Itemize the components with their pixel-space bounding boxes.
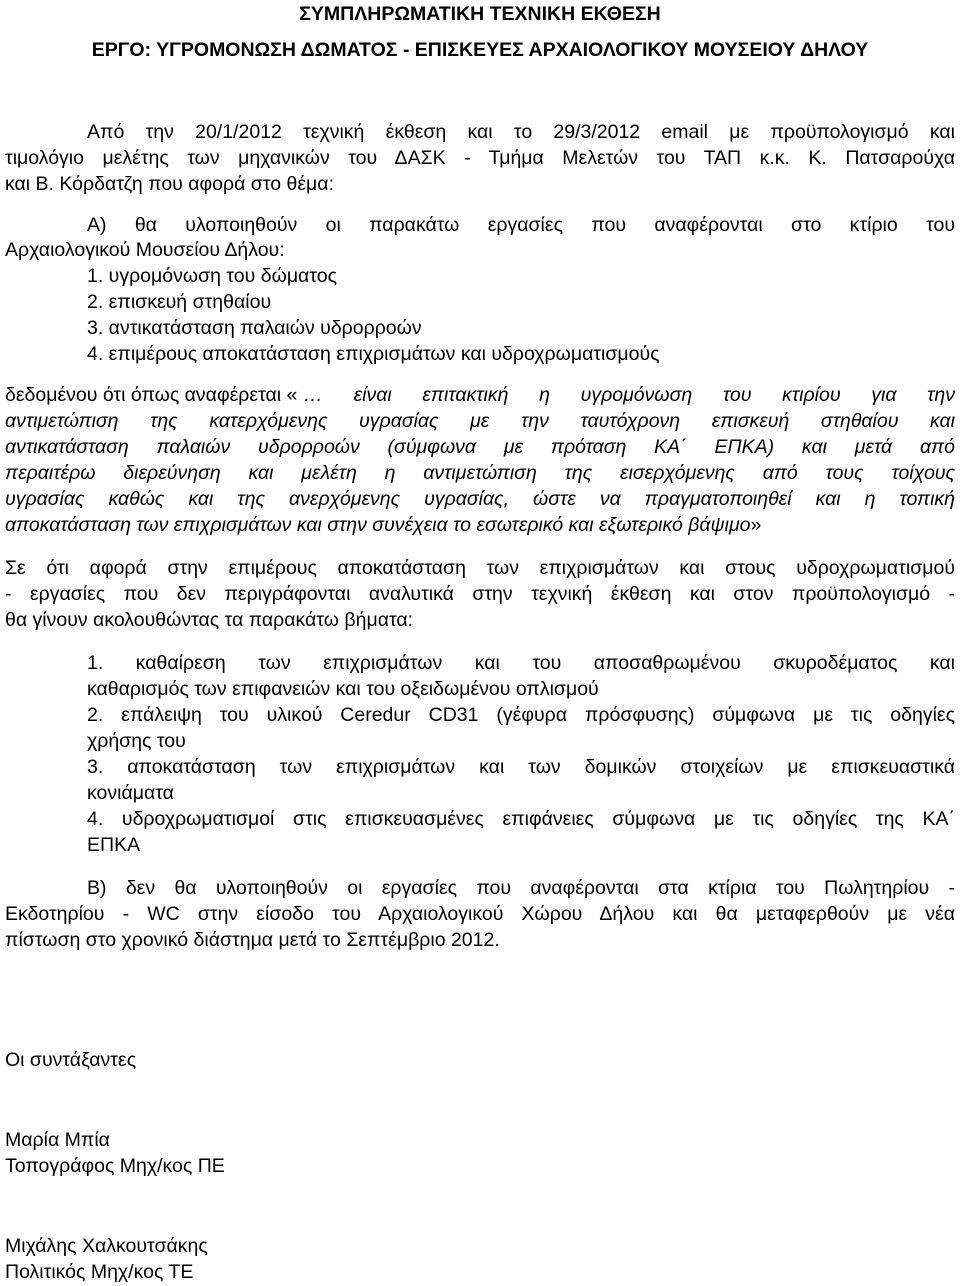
signatory-2-title: Πολιτικός Μηχ/κος ΤΕ [5, 1261, 194, 1283]
signatory-1-name: Μαρία Μπία [5, 1129, 110, 1151]
step-1-line-1: 1. καθαίρεση των επιχρισμάτων και του αποσαθρωμένου σκυροδέματος και [87, 652, 955, 674]
signatory-2-name: Μιχάλης Χαλκουτσάκης [5, 1235, 208, 1257]
section-a-line-1: Α) θα υλοποιηθούν οι παρακάτω εργασίες που αναφέρονται στο κτίριο του [87, 214, 955, 236]
step-2-line-1: 2. επάλειψη του υλικού Ceredur CD31 (γέφυρα πρόσφυσης) σύμφωνα με τις οδηγίες [87, 704, 955, 726]
step-2-line-2: χρήσης του [87, 730, 186, 752]
section-a-item-1: 1. υγρομόνωση του δώματος [87, 265, 337, 287]
intro-line-2: τιμολόγιο μελέτης των μηχανικών του ΔΑΣΚ - Τμήμα Μελετών του ΤΑΠ κ.κ. Κ. Πατσαρούχα [5, 147, 955, 169]
quote-line-1 [5, 383, 955, 407]
quote-line-2: αντιμετώπιση της κατερχόμενης υγρασίας με την ταυτόχρονη επισκευή στηθαίου και [5, 410, 955, 432]
quote-line-4: περαιτέρω διερεύνηση και μελέτη η αντιμετώπιση της εισερχόμενης από τους τοίχους [5, 462, 955, 484]
quote-text-1: … είναι επιτακτική η υγρομόνωση του κτιρίου για την [303, 384, 955, 406]
section-a-item-4: 4. επιμέρους αποκατάσταση επιχρισμάτων και υδροχρωματισμούς [87, 343, 660, 365]
quote-line-3: αντικατάσταση παλαιών υδρορροών (σύμφωνα με πρόταση ΚΑ΄ ΕΠΚΑ) και μετά από [5, 436, 955, 458]
step-3-line-1: 3. αποκατάσταση των επιχρισμάτων και των δομικών στοιχείων με επισκευαστικά [87, 756, 955, 778]
document-title: ΣΥΜΠΛΗΡΩΜΑΤΙΚΗ ΤΕΧΝΙΚΗ ΕΚΘΕΣΗ [299, 3, 661, 25]
step-3-line-2: κονιάματα [87, 782, 174, 804]
quote-text-6: αποκατάσταση των επιχρισμάτων και στην συνέχεια το εσωτερικό και εξωτερικό βάψιμο [5, 514, 751, 536]
intro-line-1: Από την 20/1/2012 τεχνική έκθεση και το 29/3/2012 email με προϋπολογισμό και [87, 121, 955, 143]
quote-line-6 [5, 513, 761, 537]
section-b-line-3: πίστωση στο χρονικό διάστημα μετά το Σεπτέμβριο 2012. [5, 929, 500, 951]
section-b-line-1: Β) δεν θα υλοποιηθούν οι εργασίες που αναφέρονται στα κτίρια του Πωλητηρίου - [87, 877, 955, 899]
section-b-line-2: Εκδοτηρίου - WC στην είσοδο του Αρχαιολογικού Χώρου Δήλου και θα μεταφερθούν με νέα [5, 903, 955, 925]
project-title: ΕΡΓΟ: ΥΓΡΟΜΟΝΩΣΗ ΔΩΜΑΤΟΣ - ΕΠΙΣΚΕΥΕΣ ΑΡΧΑΙΟΛΟΓΙΚΟΥ ΜΟΥΣΕΙΟΥ ΔΗΛΟΥ [91, 39, 869, 61]
step-4-line-1: 4. υδροχρωματισμοί στις επισκευασμένες επιφάνειες σύμφωνα με τις οδηγίες της ΚΑ΄ [87, 808, 955, 830]
section-a-line-2: Αρχαιολογικού Μουσείου Δήλου: [5, 239, 285, 261]
signatory-1-title: Τοπογράφος Μηχ/κος ΠΕ [5, 1155, 225, 1177]
step-4-line-2: ΕΠΚΑ [87, 834, 141, 856]
intro-line-3: και Β. Κόρδατζη που αφορά στο θέμα: [5, 173, 334, 195]
quote-line-5: υγρασίας καθώς και της ανερχόμενης υγρασίας, ώστε να πραγματοποιηθεί και η τοπική [5, 488, 955, 510]
quote-close: » [750, 514, 762, 536]
section-a-item-2: 2. επισκευή στηθαίου [87, 291, 272, 313]
para2-line-1: Σε ότι αφορά στην επιμέρους αποκατάσταση των επιχρισμάτων και στους υδροχρωματισμού [5, 557, 955, 579]
section-a-item-3: 3. αντικατάσταση παλαιών υδρορροών [87, 317, 422, 339]
signatures-heading: Οι συντάξαντες [5, 1049, 137, 1071]
para2-line-3: θα γίνουν ακολουθώντας τα παρακάτω βήματα: [5, 609, 414, 631]
para2-line-2: - εργασίες που δεν περιγράφονται αναλυτικά στην τεχνική έκθεση και στον προϋπολογισμό - [5, 583, 955, 605]
quote-lead: δεδομένου ότι όπως αναφέρεται « [5, 384, 298, 406]
step-1-line-2: καθαρισμός των επιφανειών και του οξειδωμένου οπλισμού [87, 678, 599, 700]
